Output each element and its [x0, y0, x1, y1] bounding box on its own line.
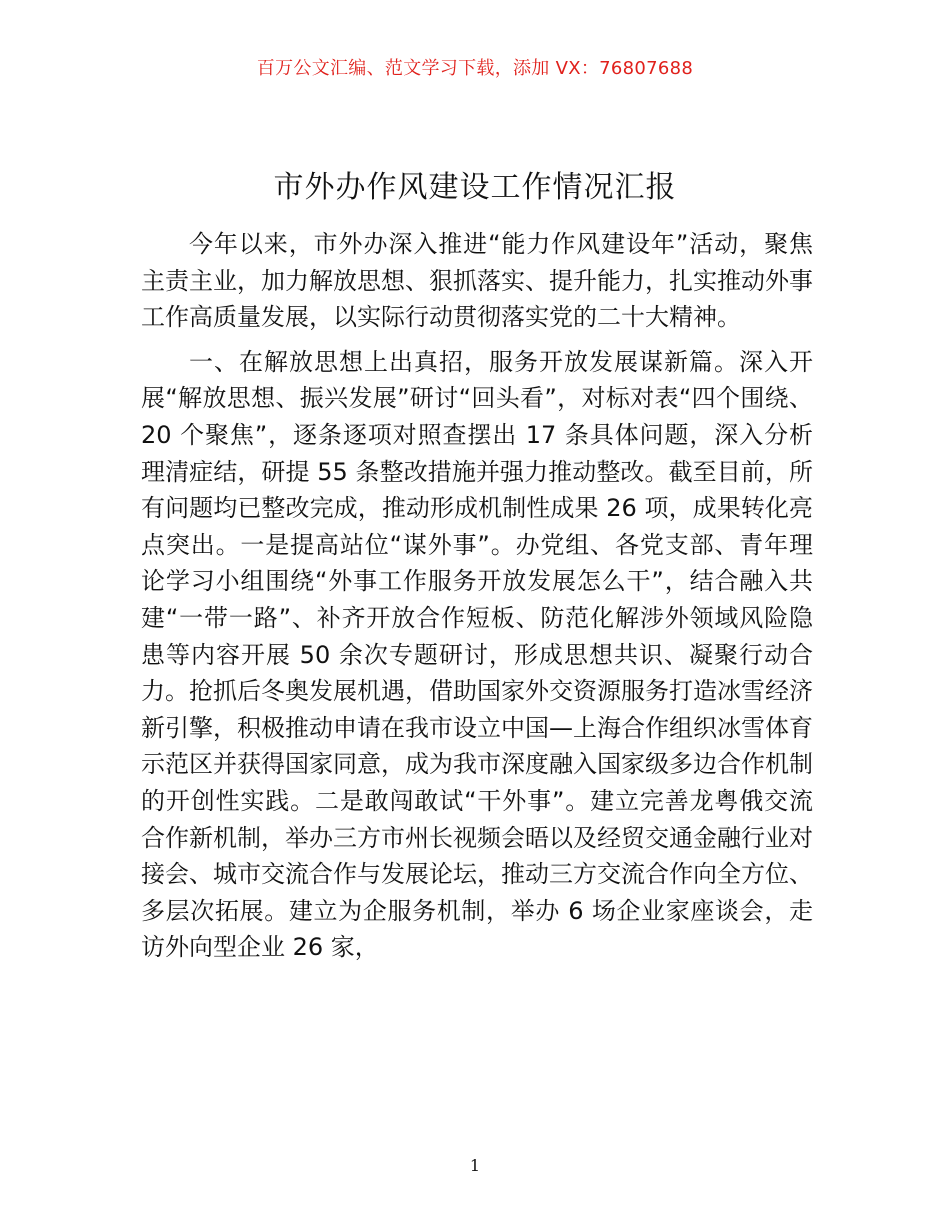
- document-body: [141, 226, 813, 966]
- header-banner: 百万公文汇编、范文学习下载，添加 VX：76807688: [256, 58, 694, 79]
- page-number: 1: [469, 1156, 481, 1175]
- paragraph-intro: 今年以来，市外办深入推进“能力作风建设年”活动，聚焦主责主业，加力解放思想、狠抓落实、提升能力，扎实推动外事工作高质量发展，以实际行动贯彻落实党的二十大精神。: [141, 230, 813, 332]
- paragraph-section-one: 一、在解放思想上出真招，服务开放发展谋新篇。深入开展“解放思想、振兴发展”研讨“回头看”，对标对表“四个围绕、20 个聚焦”，逐条逐项对照查摆出 17 条具体问题，深入分析理清症结，研提 55 条整改措施并强力推动整改。截至目前，所有问题均已整改完成，推动形成机制性成果 26 项，成果转化亮点突出。一是提高站位“谋外事”。办党组、各党支部、青年理论学习小组围绕“外事工作服务开放发展怎么干”，结合融入共建“一带一路”、补齐开放合作短板、防范化解涉外领域风险隐患等内容开展 50 余次专题研讨，形成思想共识、凝聚行动合力。抢抓后冬奥发展机遇，借助国家外交资源服务打造冰雪经济新引擎，积极推动申请在我市设立中国—上海合作组织冰雪体育示范区并获得国家同意，成为我市深度融入国家级多边合作机制的开创性实践。二是敢闯敢试“干外事”。建立完善龙粤俄交流合作新机制，举办三方市州长视频会晤以及经贸交通金融行业对接会、城市交流合作与发展论坛，推动三方交流合作向全方位、多层次拓展。建立为企服务机制，举办 6 场企业家座谈会，走访外向型企业 26 家，: [141, 347, 813, 962]
- document-title: 市外办作风建设工作情况汇报: [273, 170, 677, 205]
